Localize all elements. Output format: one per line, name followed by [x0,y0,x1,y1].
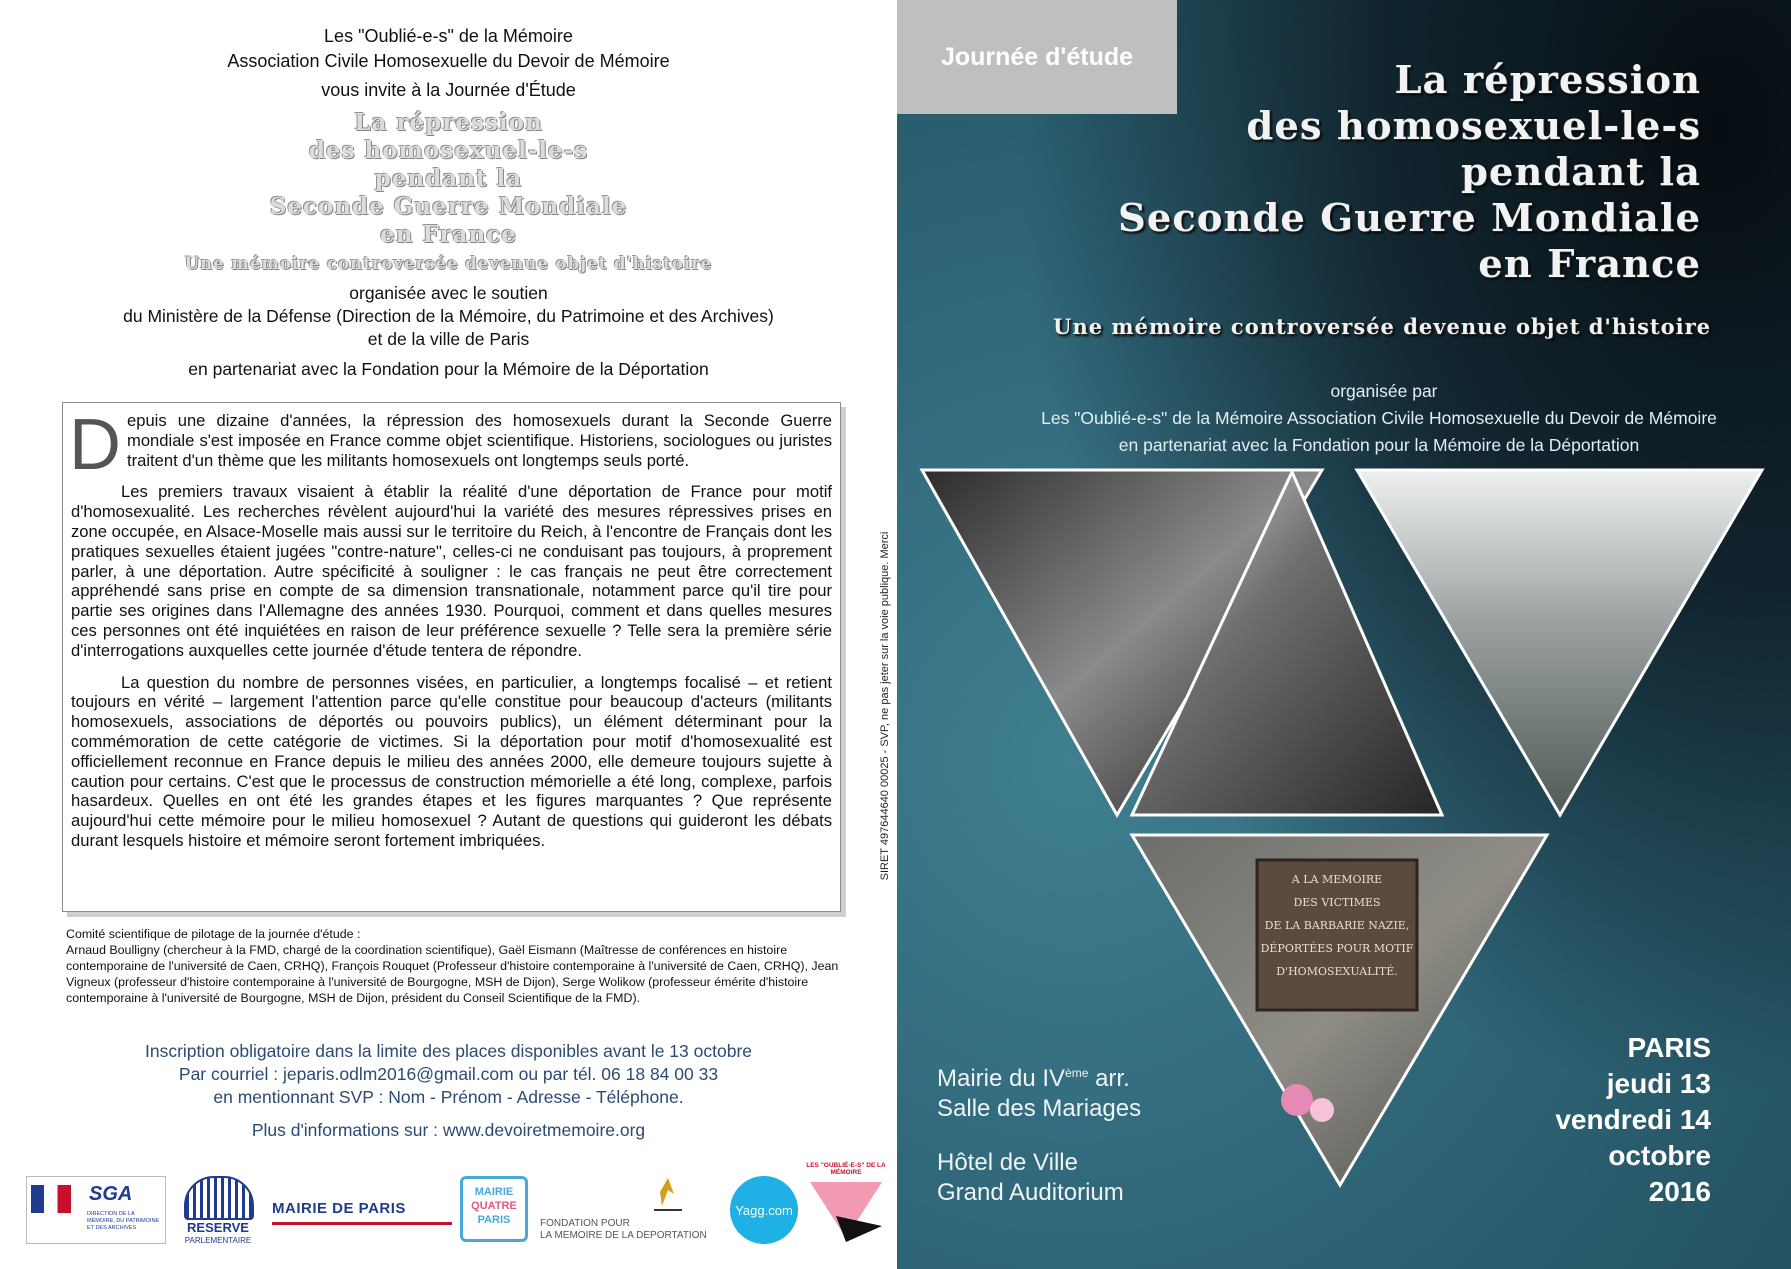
barbed-flame-icon [650,1176,686,1216]
date-city: PARIS [1627,1032,1711,1063]
right-title-line-3: pendant la [1460,150,1701,195]
yagg-logo: Yagg.com [730,1176,798,1244]
inscription-line-2: Par courriel : jeparis.odlm2016@gmail.com ou par tél. 06 18 84 00 33 [178,1064,719,1084]
paragraph-1: epuis une dizaine d'années, la répression des homosexuels durant la Seconde Guerre mondiale s'est imposée en France comme objet scientifique. Historiens, sociologues ou juristes traitent d'un thème que les militants homosexuels ont longtemps seuls porté. [127,411,832,470]
comite-title: Comité scientifique de pilotage de la journée d'étude : [66,927,361,941]
flowers [1281,1084,1313,1116]
left-title-line-5: en France [380,221,517,248]
left-title-line-2: des homosexuel-le-s [308,137,589,164]
oublies-text: LES "OUBLIÉ-E-S" DE LA MÉMOIRE [806,1162,886,1176]
left-subtitle: Une mémoire controversée devenue objet d'histoire [184,254,713,273]
date-day-2: vendredi 14 [1555,1104,1711,1135]
sga-logo [26,1176,166,1244]
support-line-1: organisée avec le soutien [349,283,548,303]
support-line-2: du Ministère de la Défense (Direction de la Mémoire, du Patrimoine et des Archives) [123,306,774,326]
support-block [0,282,897,381]
paragraph-3: La question du nombre de personnes visées, en particulier, a longtemps focalisé – et retient toujours en vérité – largement l'attention parce qu'elle constitue pour beaucoup d'acteurs (militants homosexuels, associations de déportés ou pouvoirs publics), un élément déterminant pour la commémoration de cette catégorie de victimes. Si la déportation pour motif d'homosexualité est officiellement reconnue en France depuis le milieu des années 2000, elle demeure toujours sujette à caution pour certains. C'est que le processus de construction mémorielle a été long, complexe, parfois hasardeux. Quelles en ont été les grandes étapes et les figures marquantes ? Que représente aujourd'hui cette mémoire pour le milieu homosexuel ? Autant de questions qui guideront les débats durant lesquels histoire et mémoire seront fortement imbriquées. [71,672,832,850]
intro-box [62,402,841,912]
fondation-line-1: FONDATION POUR [540,1218,630,1229]
mairie4-line-2: QUATRE [471,1200,517,1212]
right-org-line-3: en partenariat avec la Fondation pour la Mémoire de la Déportation [1118,435,1640,455]
venue-mairie [937,1058,1141,1094]
right-title-line-4: Seconde Guerre Mondiale [1118,196,1701,241]
sga-subtext: DIRECTION DE LA MÉMOIRE, DU PATRIMOINE ET DES ARCHIVES [87,1211,160,1231]
journee-badge: Journée d'étude [897,0,1177,114]
oublies-logo [806,1162,886,1246]
right-title-line-1: La répression [1394,58,1701,103]
flowers-2 [1310,1098,1334,1122]
right-org-line-2: Les "Oublié-e-s" de la Mémoire Association Civile Homosexuelle du Devoir de Mémoire [1041,408,1717,428]
plaque-line-3: DE LA BARBARIE NAZIE, [1264,919,1410,932]
event-dates [1555,1030,1711,1210]
date-day-1: jeudi 13 [1606,1068,1711,1099]
support-line-3: et de la ville de Paris [367,329,530,349]
right-title-line-5: en France [1478,242,1701,287]
inscription-block [0,1040,897,1142]
reserve-logo [176,1176,260,1246]
plaque-line-4: DÉPORTÉES POUR MOTIF [1260,942,1414,955]
mairie-4-logo [460,1176,528,1242]
paragraph-2: Les premiers travaux visaient à établir la réalité d'une déportation de France pour motif d'homosexualité. Les recherches révèlent aujourd'hui la variété des mesures répressives prises en zone occupée, en Alsace-Moselle mais aussi sur le territoire du Reich, à l'encontre de Français dont les pratiques sexuelles étaient jugées "contre-nature", celles-ci ne conduisant pas toujours, à proprement parler, à une déportation. Autre spécificité à souligner : le cas français ne peut être correctement appréhendé sans prise en compte de sa dimension transnationale, notamment parce qu'il tire pour partie ses origines dans l'Allemagne des années 1930. Pourquoi, comment et dans quelles mesures ces personnes ont été inquiétées en raison de leur préférence sexuelle ? Telle sera la première série d'interrogations auxquelles cette journée d'étude tentera de répondre. [71,482,832,660]
venue-1 [937,1058,1141,1124]
date-year: 2016 [1648,1176,1711,1207]
date-month: octobre [1608,1140,1711,1171]
right-org-line-1: organisée par [1330,381,1438,401]
more-info-link[interactable]: Plus d'informations sur : www.devoiretmemoire.org [251,1120,646,1140]
mairie-paris-text: MAIRIE DE PARIS [272,1200,406,1217]
inscription-line-3: en mentionnant SVP : Nom - Prénom - Adresse - Téléphone. [213,1087,684,1107]
right-org-block [897,376,1791,460]
venue-mairie-text: Mairie du IV [937,1065,1066,1092]
partner-line: en partenariat avec la Fondation pour la Mémoire de la Déportation [188,359,709,379]
left-title [0,109,897,249]
comite-text: Arnaud Boulligny (chercheur à la FMD, chargé de la coordination scientifique), Gaël Eismann (Maîtresse de conférences en histoire contemporaine de l'université de Caen, CRHQ), François Rouquet (Professeur d'histoire contemporaine à l'université de Caen, CRHQ), Jean Vigneux (professeur d'histoire contemporaine à l'université de Bourgogne, MSH de Dijon), Serge Wolikow (professeur émérite d'histoire contemporaine à l'université de Bourgogne, MSH de Dijon, président du Conseil Scientifique de la FMD). [66,943,839,1005]
intro-text [69,405,832,863]
marianne-flag-icon [31,1185,71,1213]
org-line-2: Association Civile Homosexuelle du Devoir de Mémoire [227,51,670,71]
venue-mairie-arr: arr. [1088,1065,1130,1092]
right-page [897,0,1791,1269]
plaque-line-5: D'HOMOSEXUALITÉ. [1276,965,1398,978]
venue-hotel: Hôtel de Ville [937,1149,1078,1176]
right-title [1118,58,1701,288]
left-title-line-4: Seconde Guerre Mondiale [269,193,628,220]
fondation-line-2: LA MEMOIRE DE LA DEPORTATION [540,1230,707,1241]
mairie-paris-logo [272,1200,452,1225]
venue-mairie-sup: ème [1065,1066,1089,1080]
siret-text: SIRET 497644640 00025 - SVP, ne pas jeter sur la voie publique. Merci [879,531,891,881]
plaque-line-2: DES VICTIMES [1293,896,1381,909]
plaque-line-1: A LA MEMOIRE [1291,873,1383,886]
invite-line: vous invite à la Journée d'Étude [321,80,576,100]
venue-salle: Salle des Mariages [937,1095,1142,1122]
inscription-line-1: Inscription obligatoire dans la limite des places disponibles avant le 13 octobre [144,1041,753,1061]
dropcap: D [69,405,121,485]
siret-note [875,510,889,910]
left-title-line-3: pendant la [374,165,523,192]
left-title-line-1: La répression [354,109,543,136]
right-subtitle: Une mémoire controversée devenue objet d'histoire [1053,314,1711,339]
reserve-text: RESERVE [187,1220,249,1235]
venue-2 [937,1148,1124,1208]
fondation-logo [540,1176,730,1242]
sga-text: SGA [89,1183,133,1205]
venue-auditorium: Grand Auditorium [937,1179,1124,1206]
pink-triangle-icon [806,1176,886,1246]
parliament-icon [184,1176,254,1220]
mairie4-line-1: MAIRIE [474,1186,514,1198]
org-line-1: Les "Oublié-e-s" de la Mémoire [324,26,573,46]
mairie4-line-3: PARIS [477,1214,511,1226]
plaque-text [1257,868,1417,983]
right-title-line-2: des homosexuel-le-s [1246,104,1701,149]
reserve-subtext: PARLEMENTAIRE [184,1236,252,1245]
header-org [0,24,897,103]
comite-block [66,926,856,1006]
